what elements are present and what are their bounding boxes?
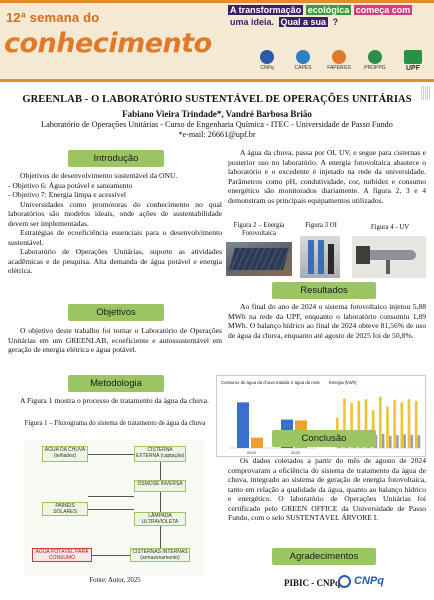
figure1-flowchart — [24, 440, 204, 575]
cnpq-logo: CNPq — [252, 50, 282, 71]
chart2-bar — [393, 400, 396, 448]
chart1-bar — [251, 438, 263, 448]
chart2-title: Energia (kWh) — [329, 380, 357, 385]
flow-rain: ÁGUA DA CHUVA (telhados) — [42, 446, 88, 462]
intro-bullet: - Objetivo 6: Água potável e saneamento — [8, 180, 133, 190]
flow-uv-lamp: LÂMPADA ULTRAVIOLETA — [134, 512, 186, 526]
intro-text — [8, 171, 222, 276]
capes-logo: CAPES — [288, 50, 318, 71]
results-text — [228, 302, 426, 340]
poster-email: *e-mail: 26661@upf.br — [178, 130, 256, 139]
chart2-bar — [386, 406, 389, 448]
banner-stripe-top — [0, 0, 434, 3]
flow-arrow — [92, 555, 130, 556]
cnpq-footer-logo: CNPq — [338, 573, 386, 591]
slogan-part: ? — [332, 17, 339, 27]
intro-bullet: - Objetivo 7: Energia limpa e acessível — [8, 190, 126, 199]
chart1-bar — [237, 402, 249, 448]
chart1-tick-label: 2025 — [291, 450, 300, 455]
slogan-part: Qual a sua — [280, 17, 327, 27]
flow-arrow — [88, 496, 134, 497]
poster-affiliation: Laboratório de Operações Unitárias - Curso de Engenharia Química - ITEC - Universidade de Passo Fundo — [41, 120, 393, 129]
heading-metodologia: Metodologia — [68, 375, 164, 392]
chart1-title: Consumo de água da chuva tratada X água da rede — [221, 380, 320, 385]
chart1-tick-label: 2024 — [247, 450, 256, 455]
event-title-line1: 12ª semana do — [6, 10, 100, 25]
flow-arrow — [160, 462, 161, 480]
fapergs-logo: FAPERGS — [324, 50, 354, 71]
poster-title: GREENLAB - O LABORATÓRIO SUSTENTÁVEL DE OPERAÇÕES UNITÁRIAS — [22, 94, 412, 105]
flow-arrow — [88, 509, 134, 510]
chart2-bar — [403, 434, 406, 448]
chart2-bar — [418, 435, 421, 448]
objectives-paragraph: O objetivo deste trabalho foi tornar o Laboratório de Operações Unitárias em um GREENLAB, ecoeficiente e autossustentável em geração de energia elétrica e água potável. — [8, 326, 222, 354]
methodology-paragraph: A Figura 1 mostra o processo de tratamento da água da chuva. — [20, 396, 209, 405]
slogan-part: uma ideia. — [230, 17, 275, 27]
flow-arrow — [160, 492, 161, 512]
slogan-part: A transformação — [230, 5, 302, 15]
chart2-bar — [410, 435, 413, 448]
figure3-caption: Figura 3 OI — [305, 222, 337, 229]
flow-solar-panels: PAINÉIS SOLARES — [42, 502, 88, 516]
conclusion-text — [228, 456, 426, 523]
flow-reverse-osmosis: OSMOSE INVERSA — [134, 480, 186, 492]
event-title-line2: conhecimento — [4, 28, 212, 59]
flow-internal-cisterns: CISTERNAS INTERNAS (armazenamento) — [130, 548, 190, 562]
objectives-text — [8, 326, 222, 355]
figure1-source: Fonte: Autor, 2025 — [89, 577, 141, 584]
slogan-part: ecológica — [307, 5, 350, 15]
heading-conclusao: Conclusão — [272, 430, 376, 447]
flow-potable-water: ÁGUA POTÁVEL PARA CONSUMO — [32, 548, 92, 562]
flow-arrow — [88, 454, 134, 455]
intro-paragraph: Objetivos de desenvolvimento sustentável da ONU. — [20, 171, 178, 180]
banner-stripe-bottom — [0, 79, 434, 82]
event-banner — [0, 0, 434, 82]
sponsor-logos — [252, 50, 432, 76]
upf-logo: UPF — [396, 50, 430, 72]
chart2-bar — [382, 434, 385, 448]
funding-text: PIBIC - CNPq — [284, 578, 341, 588]
intro-paragraph: Laboratório de Operações Unitárias, suporte as atividades acadêmicas e de pesquisa. Alta demanda de água potável e energia elétrica. — [8, 247, 222, 275]
intro-paragraph: Estratégias de ecoeficiência essenciais para o desenvolvimento sustentável. — [8, 228, 222, 247]
figure2-caption: Figura 2 – Energia Fotovoltaica — [233, 222, 285, 237]
methodology-text — [8, 396, 222, 406]
uv-lamp-photo — [352, 236, 426, 278]
chart1-plot — [229, 402, 317, 455]
chart2-bar — [379, 397, 382, 448]
intro-paragraph: Universidades como promotoras do conhecimento no qual laboratórios são modelos ideais, onde ações de sustentabilidade devem ser implementadas. — [8, 199, 222, 228]
conclusion-paragraph: Os dados coletados a partir do mês de agosto de 2024 comprovaram a eficiência do sistema de tratamento da água de chuva, integrado ao sistema de geração de energia fotovoltaica, tanto em relação a qualidade da água, quanto ao balanço hídrico e energético. O laboratório de Operações Unitárias foi certificado pelo GREEN OFFICE da Universidade de Passo Fundo, com o selo SUSTENTÁVEL ÁRVORE I. — [228, 456, 426, 522]
heading-resultados: Resultados — [272, 282, 376, 299]
solar-panels-photo — [226, 242, 292, 276]
flow-cistern-external: CISTERNA EXTERNA (captação) — [134, 446, 186, 462]
heading-agradecimentos: Agradecimentos — [272, 548, 376, 565]
flow-arrow — [160, 526, 161, 548]
slogan-part: começa com — [355, 5, 411, 15]
heading-introducao: Introdução — [68, 150, 164, 167]
methodology-paragraph: A água da chuva, passa por OI, UV, e segue para cisternas e posterior uso no laboratório. A energia fotovoltaica abastece o laboratório e o excedente é injetado na rede da universidade. Parâmetros como pH, condutividade, cor, turbidez e consumo energético são monitorados diariamente. A figura 2, 3 e 4 demonstram os principais equipamentos utilizados. — [228, 148, 426, 205]
methodology-right-text — [228, 148, 426, 205]
chart2-bar — [401, 402, 404, 448]
chart2-bar — [415, 401, 418, 448]
chart2-bar — [396, 435, 399, 448]
figure1-caption: Figura 1 – Fluxograma do sistema de tratamento de água da chuva — [24, 420, 206, 427]
figure4-caption: Figura 4 - UV — [370, 224, 410, 231]
heading-objetivos: Objetivos — [68, 304, 164, 321]
chart2-bar — [408, 399, 411, 448]
proppg-logo: PROPPG — [360, 50, 390, 71]
event-slogan — [228, 4, 432, 28]
chart2-bar — [389, 436, 392, 448]
reverse-osmosis-photo — [300, 236, 340, 278]
poster-authors: Fabiano Vieira Trindade*, Vandré Barbosa Brião — [122, 109, 312, 119]
results-paragraph: Ao final do ano de 2024 o sistema fotovoltaico injetou 5,88 MWh na rede da UPF, enquanto o laboratório consumiu 1,89 MWh. O balanço hídrico ao final de 2024 obteve 81,56% de uso de água da chuva, enquanto até agosto de 2025 foi de 50,8%. — [228, 302, 426, 340]
